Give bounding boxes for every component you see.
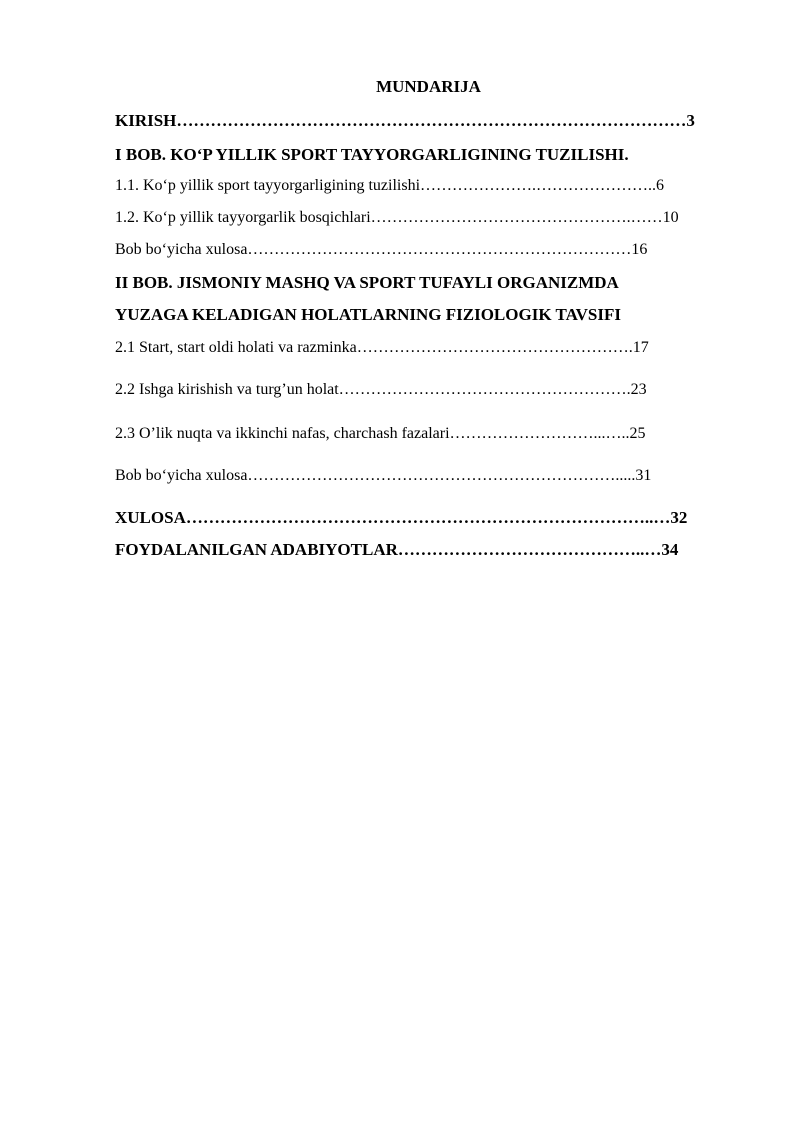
toc-entry-2-2: 2.2 Ishga kirishish va turg’un holat……………………………………………….23 — [115, 381, 647, 398]
toc-chapter-2-heading-line-1: II BOB. JISMONIY MASHQ VA SPORT TUFAYLI ORGANIZMDA — [115, 273, 619, 292]
toc-entry-references: FOYDALANILGAN ADABIYOTLAR……………………………………..…34 — [115, 540, 679, 559]
toc-entry-1-1: 1.1. Ko‘p yillik sport tayyorgarligining tuzilishi………………….…………………..6 — [115, 177, 665, 194]
toc-entry-1-2: 1.2. Ko‘p yillik tayyorgarlik bosqichlari………………………………………….……10 — [115, 209, 679, 226]
toc-entry-chapter-1-summary: Bob bo‘yicha xulosa………………………………………………………………16 — [115, 241, 648, 258]
toc-entry-introduction: KIRISH………………………………………………………………………………3 — [115, 111, 695, 130]
toc-chapter-2-heading-line-2: YUZAGA KELADIGAN HOLATLARNING FIZIOLOGIK TAVSIFI — [115, 305, 622, 324]
toc-chapter-1-heading: I BOB. KO‘P YILLIK SPORT TAYYORGARLIGINING TUZILISHI. — [115, 145, 629, 164]
page-title: MUNDARIJA — [376, 77, 481, 96]
toc-entry-chapter-2-summary: Bob bo‘yicha xulosa…………………………………………………………….....31 — [115, 467, 652, 484]
toc-entry-2-3: 2.3 O’lik nuqta va ikkinchi nafas, charchash fazalari………………………...…..25 — [115, 425, 646, 442]
toc-entry-2-1: 2.1 Start, start oldi holati va razminka…………………………………………….17 — [115, 339, 649, 356]
toc-entry-conclusion: XULOSA………………………………………………………………………..…32 — [115, 508, 688, 527]
